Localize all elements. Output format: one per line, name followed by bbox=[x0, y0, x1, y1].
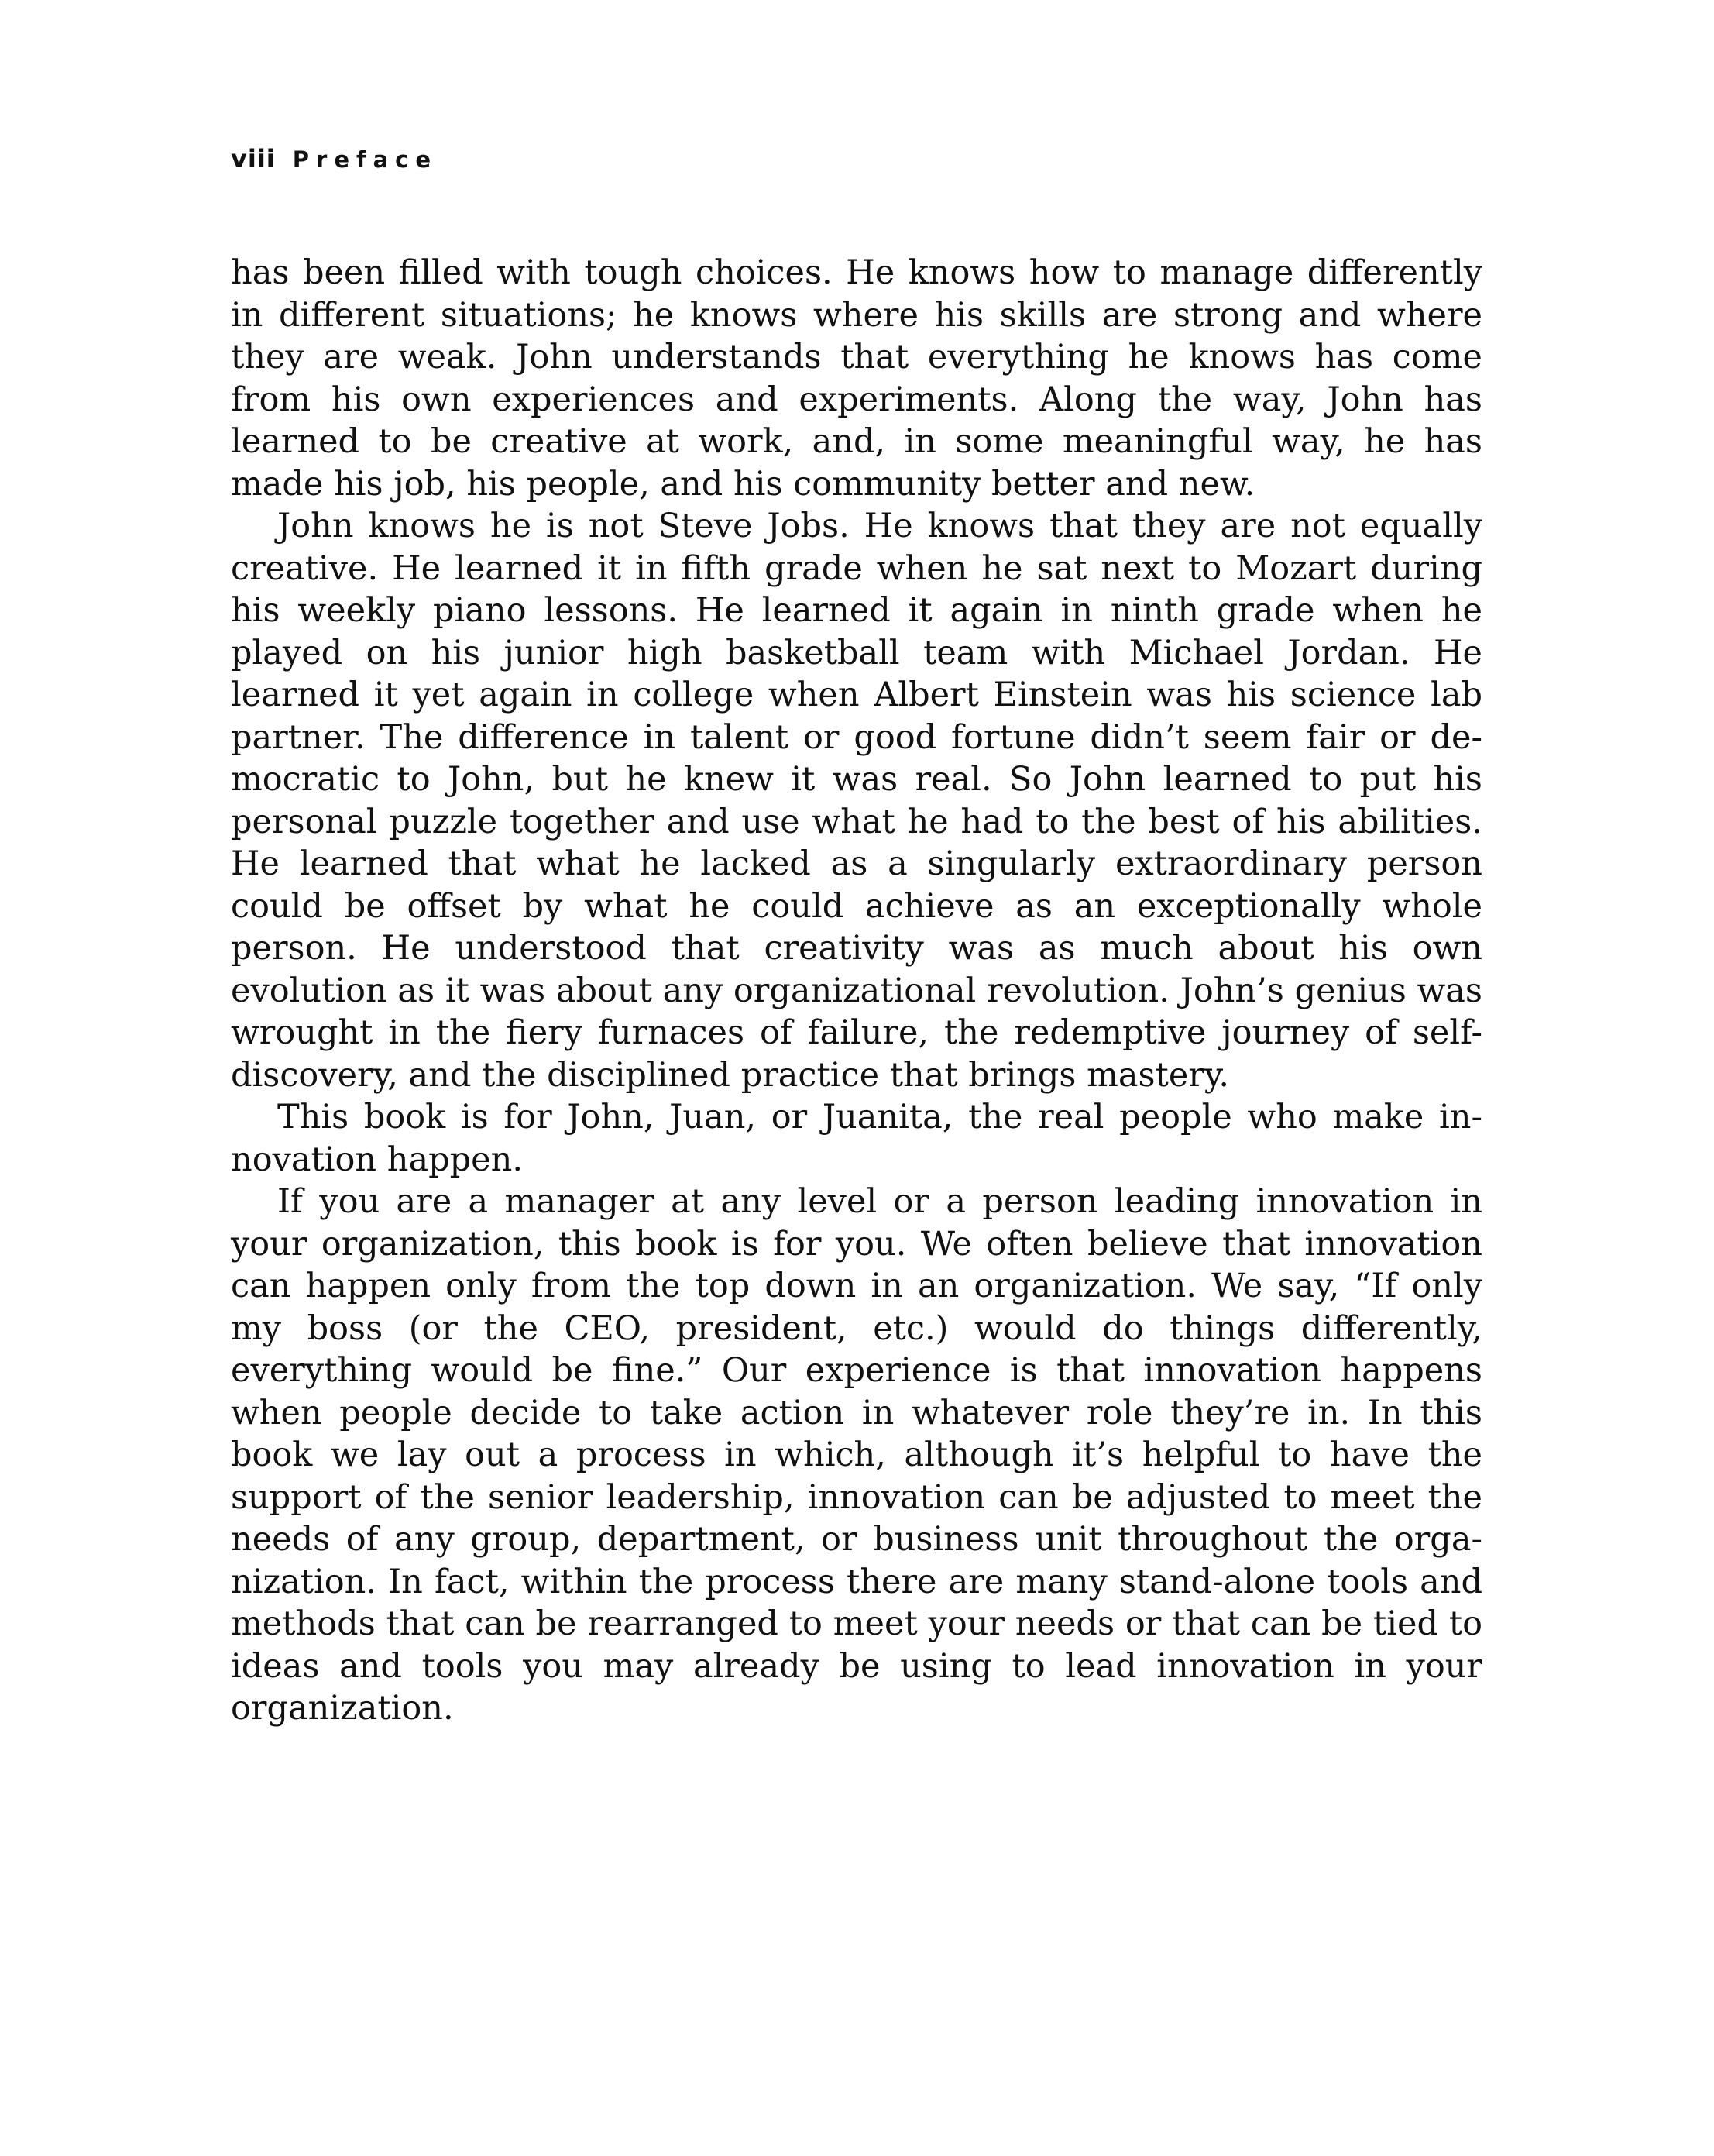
section-title: Preface bbox=[292, 146, 438, 173]
paragraph-manager-audience: If you are a manager at any level or a person leading innovation in your organization, this book is for you. We often believe that innovation can happen only from the top down in an organization. We say, “If only my boss (or the CEO, president, etc.) would do things differently, everything would be fine.” Our experience is that innovation happens when people decide to take action in whatever role they’re in. In this book we lay out a process in which, although it’s helpful to have the support of the senior leadership, innovation can be adjusted to meet the needs of any group, department, or business unit throughout the organization. In fact, within the process there are many stand-alone tools and methods that can be rearranged to meet your needs or that can be tied to ideas and tools you may already be using to lead innovation in your organization. bbox=[231, 1182, 1482, 1728]
paragraph-steve-jobs: John knows he is not Steve Jobs. He knows that they are not equally creative. He learned it in fifth grade when he sat next to Mozart during his weekly piano lessons. He learned it again in ninth grade when he played on his junior high basketball team with Michael Jordan. He learned it yet again in college when Albert Einstein was his science lab partner. The difference in talent or good fortune didn’t seem fair or democratic to John, but he knew it was real. So John learned to put his personal puzzle together and use what he had to the best of his abilities. He learned that what he lacked as a singularly extraordinary person could be offset by what he could achieve as an exceptionally whole person. He understood that creativity was as much about his own evolution as it was about any organizational revolution. John’s genius was wrought in the fiery furnaces of failure, the redemptive journey of self-discovery, and the disciplined practice that brings mastery. bbox=[231, 507, 1482, 1095]
running-head bbox=[231, 144, 438, 180]
page-number: viii bbox=[231, 144, 276, 174]
body-text bbox=[231, 252, 1482, 1730]
paragraph-continued: has been filled with tough choices. He knows how to manage differently in different situations; he knows where his skills are strong and where they are weak. John understands that everything he knows has come from his own experiences and experiments. Along the way, John has learned to be creative at work, and, in some meaningful way, he has made his job, his people, and his community better and new. bbox=[231, 253, 1482, 504]
paragraph-john-juan-juanita: This book is for John, Juan, or Juanita, the real people who make innovation happen. bbox=[231, 1098, 1482, 1179]
